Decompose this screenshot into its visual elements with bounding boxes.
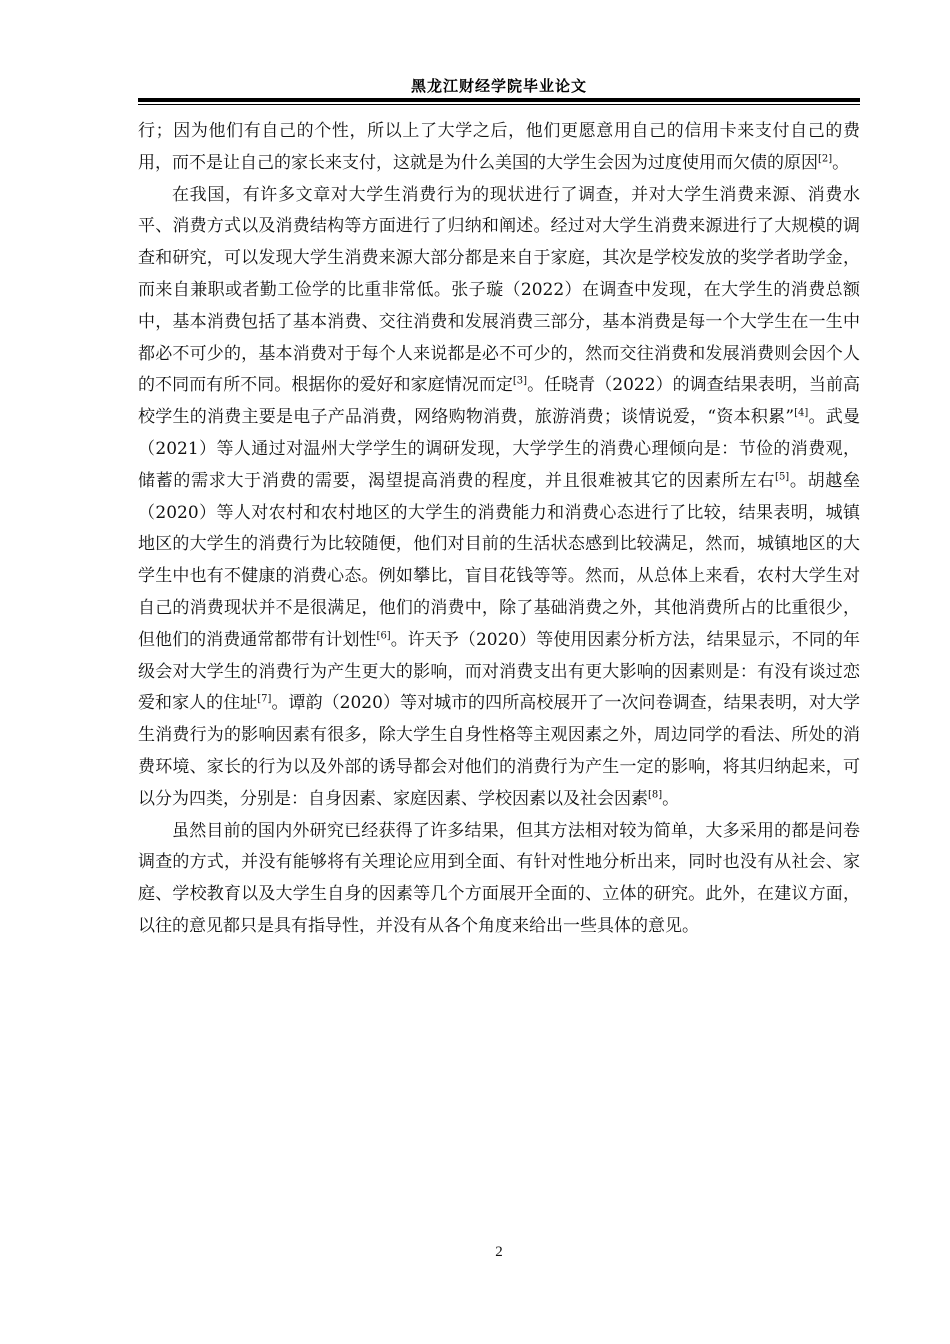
body-text: [138, 116, 860, 943]
text-run: 行；因为他们有自己的个性，所以上了大学之后，他们更愿意用自己的信用卡来支付自己的费用，而不是让自己的家长来支付，这就是为什么美国的大学生会因为过度使用而欠债的原因: [138, 121, 860, 173]
text-run: 。任晓青（2022）的调查结果表明，当前高校学生的消费主要是电子产品消费，网络购物消费，旅游消费；谈情说爱，“资本积累”: [138, 375, 860, 428]
text-run: 虽然目前的国内外研究已经获得了许多结果，但其方法相对较为简单，大多采用的都是问卷调查的方式，并没有能够将有关理论应用到全面、有针对性地分析出来，同时也没有从社会、家庭、学校教育以及大学生自身的因素等几个方面展开全面的、立体的研究。此外，在建议方面，以往的意见都只是具有指导性，并没有从各个角度来给出一些具体的意见。: [138, 820, 860, 936]
header-rule-thick: [138, 98, 860, 102]
paragraph: [138, 816, 860, 943]
citation-marker: [4]: [794, 407, 809, 419]
citation-marker: [7]: [257, 693, 272, 705]
citation-marker: [2]: [818, 153, 833, 165]
citation-marker: [3]: [512, 375, 528, 387]
text-run: 在我国，有许多文章对大学生消费行为的现状进行了调查，并对大学生消费来源、消费水平、消费方式以及消费结构等方面进行了归纳和阐述。经过对大学生消费来源进行了大规模的调查和研究，可以发现大学生消费来源大部分都是来自于家庭，其次是学校发放的奖学者助学金，而来自兼职或者勤工俭学的比重非常低。张子璇（2022）在调查中发现，在大学生的消费总额中，基本消费包括了基本消费、交往消费和发展消费三部分，基本消费是每一个大学生在一生中都必不可少的，基本消费对于每个人来说都是必不可少的，然而交往消费和发展消费则会因个人的不同而有所不同。根据你的爱好和家庭情况而定: [138, 184, 860, 396]
text-run: 。胡越垒（2020）等人对农村和农村地区的大学生的消费能力和消费心态进行了比较，结果表明，城镇地区的大学生的消费行为比较随便，他们对目前的生活状态感到比较满足，然而，城镇地区的大学生中也有不健康的消费心态。例如攀比，盲目花钱等等。然而，从总体上来看，农村大学生对自己的消费现状并不是很满足，他们的消费中，除了基础消费之外，其他消费所占的比重很少，但他们的消费通常都带有计划性: [138, 470, 861, 650]
text-run: 。许天予（2020）等使用因素分析方法，结果显示，不同的年级会对大学生的消费行为产生更大的影响，而对消费支出有更大影响的因素则是：有没有谈过恋爱和家人的住址: [138, 629, 860, 714]
citation-marker: [8]: [648, 789, 663, 801]
text-run: 。谭韵（2020）等对城市的四所高校展开了一次问卷调查，结果表明，对大学生消费行为的影响因素有很多，除大学生自身性格等主观因素之外，周边同学的看法、所处的消费环境、家长的行为以及外部的诱导都会对他们的消费行为产生一定的影响，将其归纳起来，可以分为四类，分别是：自身因素、家庭因素、学校因素以及社会因素: [138, 693, 861, 809]
text-run: 。武曼（2021）等人通过对温州大学学生的调研发现，大学学生的消费心理倾向是：节俭的消费观，储蓄的需求大于消费的需要，渴望提高消费的程度，并且很难被其它的因素所左右: [138, 407, 860, 491]
page-number: 2: [495, 1244, 503, 1260]
running-header: 黑龙江财经学院毕业论文: [410, 77, 587, 95]
citation-marker: [6]: [376, 630, 391, 642]
text-run: 。: [832, 152, 850, 173]
paragraph: [138, 116, 860, 180]
header-rule-thin: [138, 104, 860, 105]
citation-marker: [5]: [775, 471, 790, 483]
paragraph: [138, 180, 860, 816]
text-run: 。: [662, 788, 680, 809]
